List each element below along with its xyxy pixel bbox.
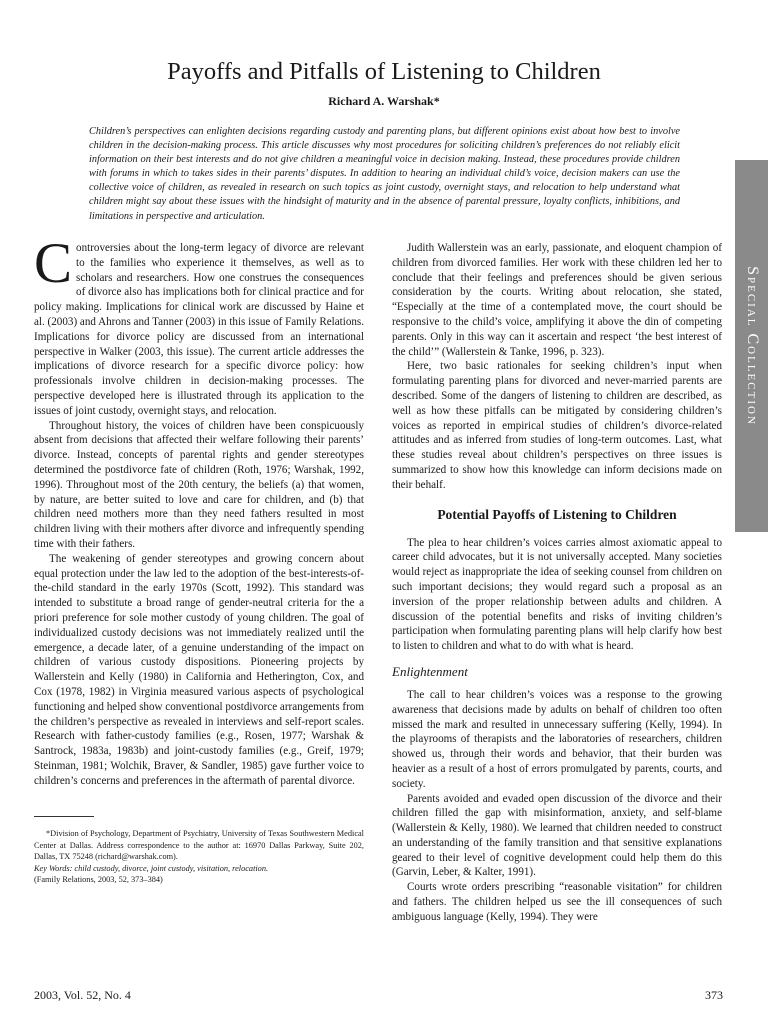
footnote-divider [34, 816, 94, 817]
author-name: Richard A. Warshak* [328, 94, 440, 108]
paragraph: ontroversies about the long-term legacy of divorce are relevant to the families who experience it themselves, as well as to scholars and researchers. How one construes the consequences of divorce also has implications both for clinical practice and for policy making. Implications for clinical work are discussed by Haine et al. (2003) and Ahrons and Tanner (2003) in this issue of Family Relations. Implications for divorce policy are discussed from an international perspective in Walker (2003, this issue). The current article addresses the implications of divorce research for a specific divorce policy: how professionals involve children in decision-making processes. The perspective developed here is illustrated through its application to the issues of joint custody, overnight stays, and relocation. [34, 242, 364, 417]
author-affiliation-footnote: *Division of Psychology, Department of Psychiatry, University of Texas Southwestern Medical Center at Dallas. Address correspondence to the author at: 16970 Dallas Parkway, Suite 202, Dallas, TX 75248 (richard@warshak.com). [34, 829, 364, 862]
volume-info: 2003, Vol. 52, No. 4 [34, 988, 131, 1002]
paragraph: Judith Wallerstein was an early, passionate, and eloquent champion of children from divorced families. Her work with these children led her to conclude that their feelings and preferences should be given serious consideration by the courts. Writing about relocation, she stated, “Especially at the time of a contemplated move, the court should be responsive to the child’s voice, amplifying it above the din of competing parents. Only in this way can it ascertain and respect ‘the best interest of the child’” (Wallerstein & Tanke, 1996, p. 323). [392, 242, 722, 358]
article-title: Payoffs and Pitfalls of Listening to Children [167, 58, 601, 85]
section-heading: Potential Payoffs of Listening to Children [437, 506, 677, 522]
paragraph: Here, two basic rationales for seeking children’s input when formulating parenting plans for divorced and never-married parents are described. Some of the dangers of listening to children are described, as well as how these pitfalls can be mitigated by considering children’s voices as reported in empirical studies of children’s divorce-related attitudes and as inferred from studies of long-term outcomes. Last, what these studies reveal about children’s perspectives on three issues is summarized to show how this knowledge can inform decisions made on their behalf. [392, 360, 722, 491]
abstract: Children’s perspectives can enlighten decisions regarding custody and parenting plans, but different opinions exist about how best to involve children in the decision-making process. This article discusses why most procedures for soliciting children’s preferences do not reliably elicit information on their best interests and do not give children a meaningful voice in decision making. Instead, these procedures provide children with forums in which to takes sides in their parents’ disputes. In addition to hearing an individual child’s voice, decision makers can use the collective voice of children, as revealed in research on such topics as joint custody, overnight stays, and relocation to help understand what children might say about these issues with the hindsight of maturity and in the absence of parental pressure, loyalty conflicts, inhibitions, and limitations in perspective and articulation. [89, 126, 680, 222]
paragraph: The plea to hear children’s voices carries almost axiomatic appeal to career child advocates, but it is not universally accepted. Many societies would reject as inappropriate the idea of seeking counsel from children on such important decisions; they would regard such a proposal as an inversion of the proper relationship between adults and children. A discussion of the potential benefits and risks of inviting children’s participation when formulating parenting plans will help clarify how best to listen to children and what to do with what is heard. [392, 536, 722, 653]
side-tab-label: Special Collection [743, 266, 761, 426]
left-column [34, 232, 364, 886]
paragraph: The weakening of gender stereotypes and growing concern about equal protection under the law led to the adoption of the best-interests-of-the-child standard in the early 1970s (Scott, 1992). This standard was intended to substitute a broad range of gender-neutral criteria for the a priori preference for sole mother custody of young children. The goal of individualized custody decisions was not immediately realized until the emergence, a decade later, of a genuine understanding of the impact on children of various custody dispositions. Pioneering projects by Wallerstein and Kelly (1980) in California and Hetherington, Cox, and Cox (1978, 1982) in Virginia measured various aspects of psychological functioning and helped show conventional postdivorce arrangements from the children’s perspective as revealed in interviews and self-report scales. Research with father-custody families (e.g., Rosen, 1977; Warshak & Santrock, 1983a, 1983b) and joint-custody families (e.g., Greif, 1979; Steinman, 1981; Wolchik, Braver, & Sandler, 1985) gave further voice to children’s concerns and preferences in the aftermath of parental divorce. [34, 552, 364, 787]
journal-reference: (Family Relations, 2003, 52, 373–384) [34, 875, 163, 885]
subsection-heading: Enlightenment [392, 663, 468, 679]
paragraph: Courts wrote orders prescribing “reasonable visitation” for children and fathers. The children helped us see the ill consequences of such ambiguous language (Kelly, 1994). They were [392, 881, 722, 923]
drop-cap: C [34, 232, 73, 295]
paragraph: Throughout history, the voices of children have been conspicuously absent from decisions that affected their welfare following their parents’ divorce. Instead, concepts of parental rights and gender stereotypes determined the postdivorce fate of children (Roth, 1976; Warshak, 1992, 1996). Throughout most of the 20th century, the beliefs (a) that women, by nature, are better suited to love and care for children, and (b) that children need mothers more than they need fathers resulted in most children living with their mothers after divorce and infrequently spending time with their fathers. [34, 419, 364, 550]
keywords: Key Words: child custody, divorce, joint custody, visitation, relocation. [34, 863, 269, 873]
page-number: 373 [705, 988, 723, 1002]
right-column [392, 241, 722, 925]
paragraph: The call to hear children’s voices was a response to the growing awareness that decisions made by adults on behalf of children too often missed the mark and resulted in unnecessary suffering (Kelly, 1994). In the playrooms of therapists and the laboratories of researchers, children showed us, through their words and behavior, that their burden was heavier as a result of a host of errors promulgated by parents, courts, and society. [392, 688, 722, 790]
paragraph: Parents avoided and evaded open discussion of the divorce and their children filled the gap with misinformation, anxiety, and self-blame (Wallerstein & Kelly, 1980). We learned that children needed to construct an understanding of the family transition and that sensitive explanations geared to their level of cognitive development could help them do this (Garvin, Leber, & Kalter, 1991). [392, 792, 722, 879]
special-collection-tab [735, 160, 768, 532]
